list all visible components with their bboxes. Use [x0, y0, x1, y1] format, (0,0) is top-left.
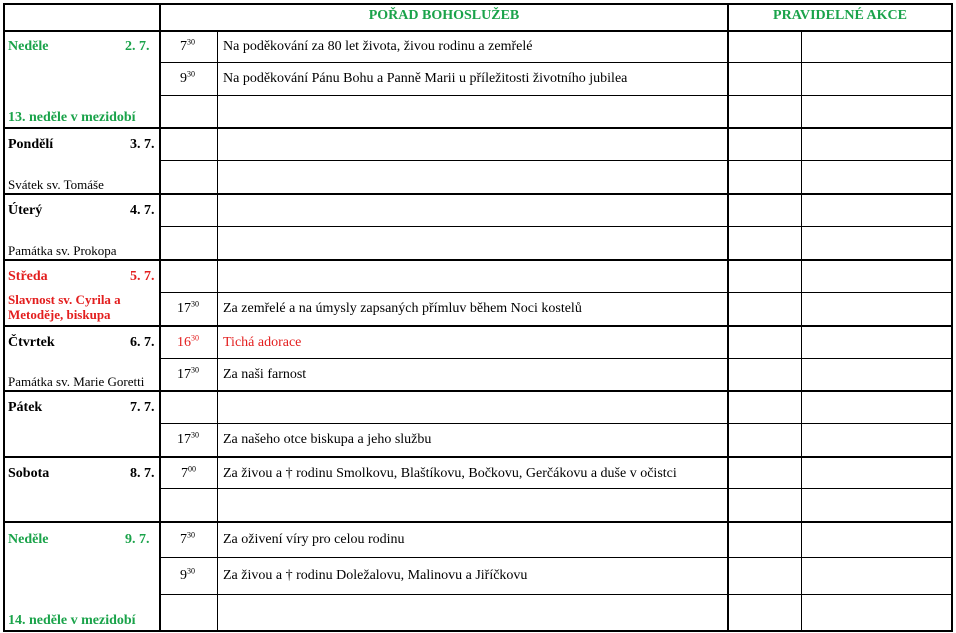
row-divider — [159, 358, 953, 359]
services-header: POŘAD BOHOSLUŽEB — [368, 8, 520, 23]
service-intention: Za živou a † rodinu Smolkovu, Blaštíkovu, Bočkovu, Gerčákovu a duše v očistci — [223, 466, 677, 481]
day-name: Čtvrtek — [8, 335, 55, 350]
day-note: Památka sv. Marie Goretti — [8, 374, 145, 389]
row-divider — [159, 488, 953, 489]
day-date: 9. 7. — [125, 532, 150, 547]
service-intention: Za našeho otce biskupa a jeho službu — [223, 432, 432, 447]
day-note: Svátek sv. Tomáše — [8, 177, 104, 192]
service-intention: Na poděkování za 80 let života, živou rodinu a zemřelé — [223, 39, 533, 54]
day-divider — [3, 193, 953, 195]
day-note: Slavnost sv. Cyrila a — [8, 292, 121, 307]
column-divider-time — [217, 31, 218, 632]
day-name: Pátek — [8, 400, 43, 415]
row-divider — [159, 423, 953, 424]
day-date: 2. 7. — [125, 39, 150, 54]
day-divider — [3, 127, 953, 129]
day-name: Sobota — [8, 466, 50, 481]
column-divider-day — [159, 3, 161, 632]
day-note: Metoděje, biskupa — [8, 307, 111, 322]
table-border-left — [3, 3, 5, 632]
service-time: $17^{30}$ — [177, 365, 199, 382]
service-time: $7^{30}$ — [180, 530, 195, 547]
day-date: 6. 7. — [130, 335, 155, 350]
row-divider — [159, 226, 953, 227]
day-note: 14. neděle v mezidobí — [8, 613, 136, 628]
events-header: PRAVIDELNÉ AKCE — [773, 8, 907, 23]
row-divider — [159, 160, 953, 161]
service-intention: Na poděkování Pánu Bohu a Panně Marii u příležitosti životního jubilea — [223, 71, 628, 86]
day-name: Pondělí — [8, 137, 54, 152]
service-time: $7^{00}$ — [181, 464, 196, 481]
service-time: $7^{30}$ — [180, 37, 195, 54]
day-date: 3. 7. — [130, 137, 155, 152]
row-divider — [159, 95, 953, 96]
day-date: 8. 7. — [130, 466, 155, 481]
day-name: Středa — [8, 269, 48, 284]
day-divider — [3, 456, 953, 458]
header-divider — [3, 30, 953, 32]
day-name: Neděle — [8, 532, 49, 547]
day-note: 13. neděle v mezidobí — [8, 110, 136, 125]
service-intention: Za naši farnost — [223, 367, 307, 382]
service-time: $9^{30}$ — [180, 69, 195, 86]
table-border-bottom — [3, 630, 953, 632]
day-divider — [3, 390, 953, 392]
service-time: $17^{30}$ — [177, 299, 199, 316]
table-border-top — [3, 3, 953, 5]
day-date: 7. 7. — [130, 400, 155, 415]
service-intention: Za živou a † rodinu Doležalovu, Malinovu a Jiříčkovu — [223, 568, 528, 583]
day-date: 4. 7. — [130, 203, 155, 218]
service-time: $9^{30}$ — [180, 566, 195, 583]
day-divider — [3, 259, 953, 261]
row-divider — [159, 292, 953, 293]
column-divider-events — [727, 3, 729, 632]
day-note: Památka sv. Prokopa — [8, 243, 117, 258]
row-divider — [159, 62, 953, 63]
column-divider-events-inner — [801, 31, 802, 632]
row-divider — [159, 594, 953, 595]
service-intention: Za oživení víry pro celou rodinu — [223, 532, 405, 547]
day-divider — [3, 325, 953, 327]
service-intention: Za zemřelé a na úmysly zapsaných přímluv během Noci kostelů — [223, 301, 582, 316]
row-divider — [159, 557, 953, 558]
service-time: $17^{30}$ — [177, 430, 199, 447]
day-divider — [3, 521, 953, 523]
service-time: $16^{30}$ — [177, 333, 199, 350]
day-name: Neděle — [8, 39, 49, 54]
table-border-right — [951, 3, 953, 632]
service-intention: Tichá adorace — [223, 335, 302, 350]
day-date: 5. 7. — [130, 269, 155, 284]
day-name: Úterý — [8, 203, 43, 218]
